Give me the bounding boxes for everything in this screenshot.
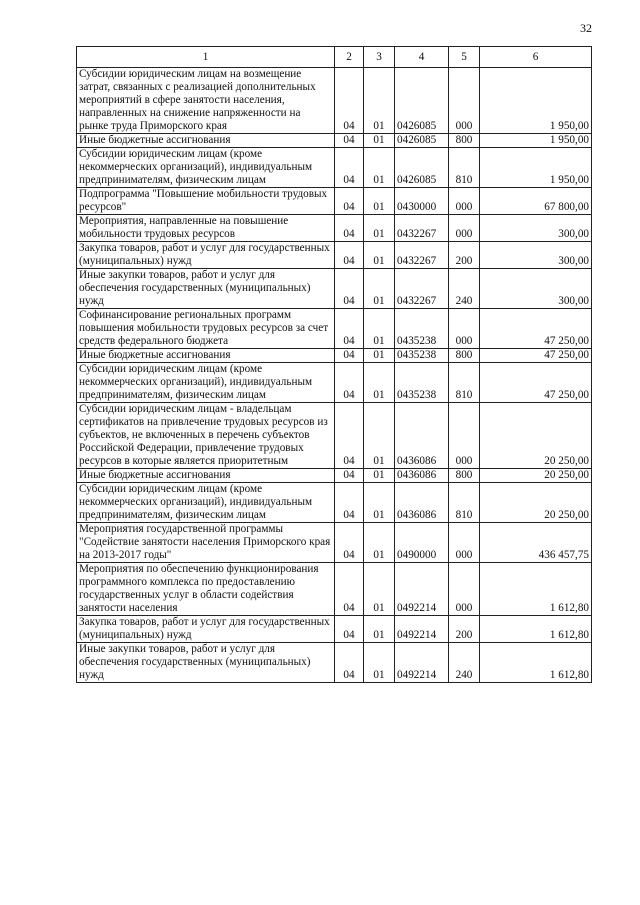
target-article-cell: 0435238 [395, 349, 449, 363]
row-name-cell: Закупка товаров, работ и услуг для государственных (муниципальных) нужд [77, 242, 335, 269]
target-article-cell: 0426085 [395, 148, 449, 188]
row-name-cell: Иные бюджетные ассигнования [77, 134, 335, 148]
table-row [77, 188, 592, 215]
table-header-row [77, 47, 592, 68]
row-name-cell: Закупка товаров, работ и услуг для государственных (муниципальных) нужд [77, 616, 335, 643]
amount-cell: 1 612,80 [480, 616, 592, 643]
subsection-code-cell: 01 [364, 469, 395, 483]
table-row [77, 363, 592, 403]
subsection-code-cell: 01 [364, 269, 395, 309]
target-article-cell: 0492214 [395, 563, 449, 616]
column-header: 4 [395, 47, 449, 68]
row-name-cell: Мероприятия государственной программы "Содействие занятости населения Приморского края на 2013-2017 годы" [77, 523, 335, 563]
section-code-cell: 04 [335, 68, 364, 134]
expense-type-cell: 000 [449, 563, 480, 616]
row-name-cell: Мероприятия, направленные на повышение мобильности трудовых ресурсов [77, 215, 335, 242]
amount-cell: 67 800,00 [480, 188, 592, 215]
row-name-cell: Мероприятия по обеспечению функционирования программного комплекса по предоставлению государственных услуг в области содействия занятости населения [77, 563, 335, 616]
section-code-cell: 04 [335, 188, 364, 215]
subsection-code-cell: 01 [364, 215, 395, 242]
subsection-code-cell: 01 [364, 643, 395, 683]
row-name-cell: Субсидии юридическим лицам (кроме некоммерческих организаций), индивидуальным предпринимателям, физическим лицам [77, 148, 335, 188]
expense-type-cell: 000 [449, 68, 480, 134]
row-name-cell: Иные закупки товаров, работ и услуг для обеспечения государственных (муниципальных) нужд [77, 643, 335, 683]
amount-cell: 47 250,00 [480, 309, 592, 349]
target-article-cell: 0435238 [395, 363, 449, 403]
row-name-cell: Субсидии юридическим лицам на возмещение затрат, связанных с реализацией дополнительных мероприятий в сфере занятости населения, направленных на снижение напряженности на рынке труда Приморского края [77, 68, 335, 134]
target-article-cell: 0432267 [395, 242, 449, 269]
expense-type-cell: 800 [449, 469, 480, 483]
expense-type-cell: 000 [449, 523, 480, 563]
table-row [77, 643, 592, 683]
expense-type-cell: 240 [449, 269, 480, 309]
subsection-code-cell: 01 [364, 616, 395, 643]
amount-cell: 300,00 [480, 215, 592, 242]
amount-cell: 47 250,00 [480, 349, 592, 363]
row-name-cell: Субсидии юридическим лицам (кроме некоммерческих организаций), индивидуальным предпринимателям, физическим лицам [77, 363, 335, 403]
amount-cell: 20 250,00 [480, 403, 592, 469]
table-row [77, 134, 592, 148]
subsection-code-cell: 01 [364, 134, 395, 148]
section-code-cell: 04 [335, 523, 364, 563]
column-header: 3 [364, 47, 395, 68]
amount-cell: 47 250,00 [480, 363, 592, 403]
target-article-cell: 0492214 [395, 616, 449, 643]
amount-cell: 300,00 [480, 242, 592, 269]
target-article-cell: 0490000 [395, 523, 449, 563]
target-article-cell: 0426085 [395, 68, 449, 134]
table-row [77, 309, 592, 349]
amount-cell: 20 250,00 [480, 469, 592, 483]
section-code-cell: 04 [335, 469, 364, 483]
expense-type-cell: 200 [449, 242, 480, 269]
amount-cell: 20 250,00 [480, 483, 592, 523]
target-article-cell: 0436086 [395, 403, 449, 469]
table-row [77, 616, 592, 643]
row-name-cell: Подпрограмма "Повышение мобильности трудовых ресурсов" [77, 188, 335, 215]
column-header: 6 [480, 47, 592, 68]
section-code-cell: 04 [335, 363, 364, 403]
expense-type-cell: 810 [449, 363, 480, 403]
amount-cell: 1 950,00 [480, 68, 592, 134]
table-row [77, 469, 592, 483]
target-article-cell: 0430000 [395, 188, 449, 215]
section-code-cell: 04 [335, 483, 364, 523]
column-header: 2 [335, 47, 364, 68]
page-number: 32 [580, 21, 592, 35]
row-name-cell: Иные бюджетные ассигнования [77, 349, 335, 363]
subsection-code-cell: 01 [364, 148, 395, 188]
subsection-code-cell: 01 [364, 68, 395, 134]
table-row [77, 68, 592, 134]
target-article-cell: 0432267 [395, 269, 449, 309]
subsection-code-cell: 01 [364, 523, 395, 563]
expense-type-cell: 810 [449, 483, 480, 523]
section-code-cell: 04 [335, 309, 364, 349]
table-row [77, 523, 592, 563]
target-article-cell: 0426085 [395, 134, 449, 148]
table-row [77, 563, 592, 616]
subsection-code-cell: 01 [364, 309, 395, 349]
expense-type-cell: 000 [449, 215, 480, 242]
table-row [77, 269, 592, 309]
section-code-cell: 04 [335, 269, 364, 309]
column-header: 1 [77, 47, 335, 68]
row-name-cell: Софинансирование региональных программ повышения мобильности трудовых ресурсов за счет средств федерального бюджета [77, 309, 335, 349]
table-row [77, 242, 592, 269]
expense-type-cell: 800 [449, 349, 480, 363]
column-header: 5 [449, 47, 480, 68]
target-article-cell: 0492214 [395, 643, 449, 683]
table-row [77, 483, 592, 523]
subsection-code-cell: 01 [364, 349, 395, 363]
section-code-cell: 04 [335, 349, 364, 363]
amount-cell: 1 950,00 [480, 148, 592, 188]
section-code-cell: 04 [335, 215, 364, 242]
table-row [77, 148, 592, 188]
expense-type-cell: 000 [449, 309, 480, 349]
subsection-code-cell: 01 [364, 242, 395, 269]
row-name-cell: Иные закупки товаров, работ и услуг для обеспечения государственных (муниципальных) нужд [77, 269, 335, 309]
budget-table [76, 46, 592, 683]
expense-type-cell: 200 [449, 616, 480, 643]
section-code-cell: 04 [335, 148, 364, 188]
subsection-code-cell: 01 [364, 563, 395, 616]
subsection-code-cell: 01 [364, 483, 395, 523]
expense-type-cell: 000 [449, 403, 480, 469]
row-name-cell: Субсидии юридическим лицам - владельцам сертификатов на привлечение трудовых ресурсов из субъектов, не включенных в перечень субъектов Российской Федерации, привлечение трудовых ресурсов в которые является приоритетным [77, 403, 335, 469]
row-name-cell: Субсидии юридическим лицам (кроме некоммерческих организаций), индивидуальным предпринимателям, физическим лицам [77, 483, 335, 523]
amount-cell: 1 950,00 [480, 134, 592, 148]
amount-cell: 1 612,80 [480, 643, 592, 683]
subsection-code-cell: 01 [364, 188, 395, 215]
amount-cell: 1 612,80 [480, 563, 592, 616]
section-code-cell: 04 [335, 616, 364, 643]
section-code-cell: 04 [335, 403, 364, 469]
row-name-cell: Иные бюджетные ассигнования [77, 469, 335, 483]
amount-cell: 436 457,75 [480, 523, 592, 563]
section-code-cell: 04 [335, 643, 364, 683]
expense-type-cell: 240 [449, 643, 480, 683]
target-article-cell: 0432267 [395, 215, 449, 242]
expense-type-cell: 000 [449, 188, 480, 215]
target-article-cell: 0436086 [395, 483, 449, 523]
target-article-cell: 0435238 [395, 309, 449, 349]
table-row [77, 349, 592, 363]
target-article-cell: 0436086 [395, 469, 449, 483]
subsection-code-cell: 01 [364, 363, 395, 403]
subsection-code-cell: 01 [364, 403, 395, 469]
section-code-cell: 04 [335, 134, 364, 148]
table-row [77, 215, 592, 242]
amount-cell: 300,00 [480, 269, 592, 309]
section-code-cell: 04 [335, 242, 364, 269]
expense-type-cell: 810 [449, 148, 480, 188]
table-row [77, 403, 592, 469]
section-code-cell: 04 [335, 563, 364, 616]
expense-type-cell: 800 [449, 134, 480, 148]
